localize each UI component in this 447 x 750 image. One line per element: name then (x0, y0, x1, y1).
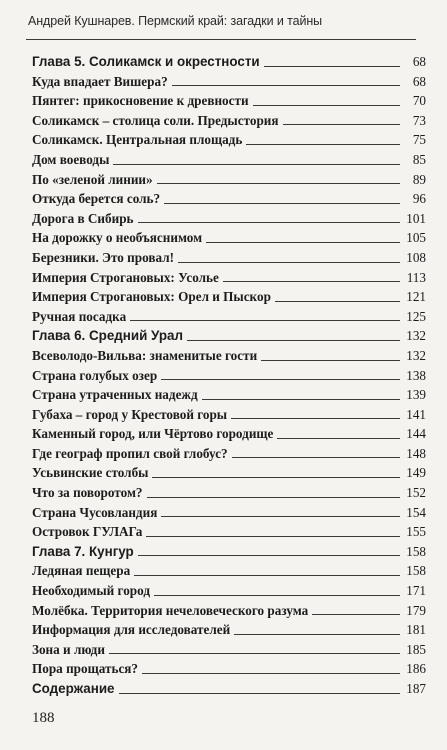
toc-entry-page: 158 (406, 563, 426, 579)
toc-entry-page: 171 (406, 583, 426, 599)
toc-entry (32, 150, 426, 170)
toc-entry (32, 130, 426, 150)
toc-entry-title: Страна утраченных надежд (32, 387, 198, 403)
toc-chapter-entry (32, 326, 426, 346)
toc-entry-page: 113 (406, 269, 426, 285)
toc-entry-title: Глава 5. Соликамск и окрестности (32, 54, 260, 69)
toc-entry-page: 179 (406, 602, 426, 618)
toc-entry-title: Глава 7. Кунгур (32, 543, 134, 559)
toc-entry (32, 463, 426, 483)
toc-entry-title: Глава 6. Средний Урал (32, 328, 184, 344)
toc-entry-title: Необходимый город (32, 583, 151, 599)
toc-entry-page: 68 (412, 54, 426, 69)
toc-leader-line (142, 673, 400, 674)
toc-entry (32, 483, 426, 503)
toc-leader-line (164, 203, 400, 204)
toc-entry-title: Усьвинские столбы (32, 465, 149, 481)
toc-entry (32, 346, 426, 366)
toc-entry (32, 72, 426, 92)
toc-entry (32, 91, 426, 111)
toc-entry-page: 185 (406, 641, 426, 657)
toc-entry-page: 149 (406, 465, 426, 481)
toc-entry (32, 209, 426, 229)
toc-leader-line (231, 418, 400, 419)
toc-entry-page: 85 (412, 151, 426, 167)
toc-leader-line (223, 281, 400, 282)
toc-leader-line (253, 105, 400, 106)
toc-entry (32, 366, 426, 386)
toc-entry-title: Островок ГУЛАГа (32, 524, 143, 540)
toc-entry-title: Где географ пропил свой глобус? (32, 445, 228, 461)
toc-entry-page: 121 (406, 289, 426, 305)
toc-entry-page: 132 (406, 347, 426, 363)
toc-entry-page: 155 (406, 524, 426, 540)
toc-chapter-entry (32, 679, 426, 699)
toc-entry (32, 620, 426, 640)
toc-entry-page: 108 (406, 249, 426, 265)
toc-entry (32, 111, 426, 131)
toc-entry-title: Пора прощаться? (32, 661, 139, 677)
toc-entry-page: 186 (406, 661, 426, 677)
toc-entry-title: На дорожку о необъяснимом (32, 230, 203, 246)
toc-entry-title: Соликамск – столица соли. Предыстория (32, 112, 279, 128)
toc-entry-page: 73 (412, 112, 426, 128)
toc-entry-page: 125 (406, 308, 426, 324)
toc-leader-line (261, 360, 400, 361)
toc-entry-page: 187 (406, 681, 426, 696)
toc-entry-title: Молёбка. Территория нечеловеческого разума (32, 602, 309, 618)
toc-entry (32, 444, 426, 464)
toc-entry (32, 385, 426, 405)
toc-entry-page: 139 (406, 387, 426, 403)
toc-leader-line (202, 399, 400, 400)
toc-leader-line (138, 222, 400, 223)
toc-entry (32, 287, 426, 307)
toc-leader-line (146, 536, 400, 537)
toc-entry-title: Соликамск. Центральная площадь (32, 132, 243, 148)
toc-leader-line (138, 555, 400, 556)
toc-entry-title: Страна голубых озер (32, 367, 158, 383)
toc-entry (32, 424, 426, 444)
toc-entry-title: Империя Строгановых: Усолье (32, 269, 219, 285)
running-head: Андрей Кушнарев. Пермский край: загадки и тайны (28, 14, 323, 28)
toc-chapter-entry (32, 542, 426, 562)
toc-entry-title: Откуда берется соль? (32, 191, 161, 207)
toc-entry (32, 659, 426, 679)
toc-entry-page: 101 (406, 210, 426, 226)
toc-entry (32, 189, 426, 209)
toc-entry-page: 158 (406, 543, 426, 559)
toc-entry-title: Дом воеводы (32, 151, 110, 167)
toc-leader-line (178, 262, 400, 263)
toc-entry-page: 181 (406, 622, 426, 638)
toc-leader-line (130, 320, 400, 321)
toc-leader-line (187, 340, 400, 341)
toc-entry-title: Информация для исследователей (32, 622, 231, 638)
toc-entry-page: 70 (412, 93, 426, 109)
toc-entry-title: Ручная посадка (32, 308, 127, 324)
toc-entry-title: Каменный город, или Чёртово городище (32, 426, 274, 442)
toc-entry-title: Всеволодо-Вильва: знаменитые гости (32, 347, 258, 363)
toc-leader-line (232, 457, 400, 458)
toc-entry-page: 148 (406, 445, 426, 461)
toc-leader-line (134, 575, 400, 576)
toc-entry-title: По «зеленой линии» (32, 171, 153, 187)
toc-leader-line (152, 477, 400, 478)
toc-entry (32, 307, 426, 327)
toc-entry-page: 152 (406, 485, 426, 501)
toc-entry (32, 170, 426, 190)
toc-entry (32, 228, 426, 248)
toc-entry-page: 132 (406, 328, 426, 344)
toc-entry-title: Березники. Это провал! (32, 249, 175, 265)
toc-leader-line (277, 438, 400, 439)
toc-entry-title: Ледяная пещера (32, 563, 131, 579)
toc-entry (32, 601, 426, 621)
header-rule (26, 39, 416, 40)
toc-entry-page: 138 (406, 367, 426, 383)
table-of-contents (32, 52, 426, 699)
toc-leader-line (283, 124, 400, 125)
toc-leader-line (157, 183, 400, 184)
toc-entry-title: Страна Чусовландия (32, 504, 158, 520)
toc-entry-page: 75 (412, 132, 426, 148)
toc-entry-page: 144 (406, 426, 426, 442)
toc-leader-line (234, 634, 400, 635)
toc-entry-title: Губаха – город у Крестовой горы (32, 406, 228, 422)
toc-entry (32, 561, 426, 581)
toc-entry-title: Пянтег: прикосновение к древности (32, 93, 249, 109)
toc-entry-page: 105 (406, 230, 426, 246)
toc-entry-page: 68 (412, 73, 426, 89)
toc-entry (32, 248, 426, 268)
toc-entry (32, 405, 426, 425)
toc-entry-page: 154 (406, 504, 426, 520)
toc-leader-line (206, 242, 400, 243)
toc-chapter-entry (32, 52, 426, 72)
toc-entry-title: Империя Строгановых: Орел и Пыскор (32, 289, 271, 305)
toc-leader-line (312, 614, 400, 615)
toc-leader-line (109, 653, 400, 654)
toc-entry (32, 268, 426, 288)
toc-leader-line (264, 66, 400, 67)
toc-entry (32, 522, 426, 542)
toc-entry-page: 96 (412, 191, 426, 207)
toc-leader-line (161, 379, 400, 380)
page-number: 188 (32, 710, 55, 726)
toc-leader-line (154, 595, 400, 596)
toc-entry-title: Дорога в Сибирь (32, 210, 134, 226)
toc-leader-line (147, 497, 400, 498)
toc-entry (32, 640, 426, 660)
toc-entry-title: Что за поворотом? (32, 485, 143, 501)
toc-leader-line (246, 144, 400, 145)
toc-entry-page: 89 (412, 171, 426, 187)
toc-entry-title: Содержание (32, 681, 115, 696)
toc-leader-line (113, 164, 400, 165)
toc-leader-line (119, 693, 401, 694)
toc-entry-title: Куда впадает Вишера? (32, 73, 168, 89)
toc-entry (32, 581, 426, 601)
toc-leader-line (172, 85, 400, 86)
toc-leader-line (275, 301, 400, 302)
toc-entry-title: Зона и люди (32, 641, 105, 657)
toc-entry-page: 141 (406, 406, 426, 422)
toc-entry (32, 503, 426, 523)
toc-leader-line (161, 516, 400, 517)
